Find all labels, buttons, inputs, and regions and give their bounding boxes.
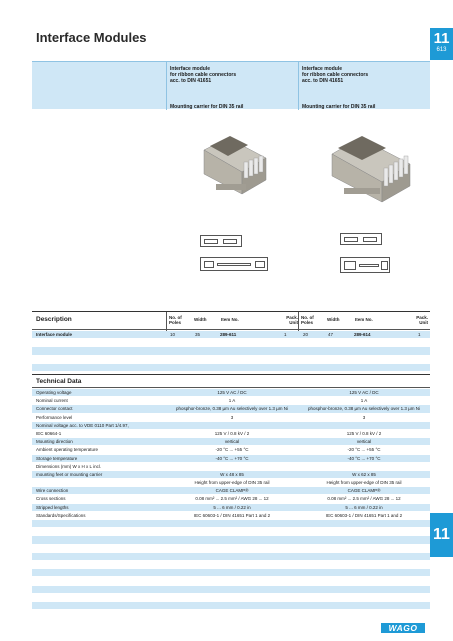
tech-row [32,545,430,553]
poles-b: 20 [303,332,309,337]
header-width-a: Width [194,317,207,322]
tech-value-a: vertical [224,439,240,445]
tech-row [32,463,430,471]
tech-value-a: -40 °C ... +70 °C [215,455,249,461]
tech-label: Connector contact [36,406,73,412]
tech-value-a: 5 ... 6 mm / 0.22 in [213,504,251,510]
tech-row [32,610,430,618]
tech-value-a: 0.08 mm² ... 2.5 mm² / AWG 28 ... 12 [195,496,269,502]
tech-label: IEC 60664-1 [36,430,62,436]
technical-data-table [32,389,430,618]
col-b-line1: Interface module [302,66,343,72]
tech-value-a: phosphor-bronze, 0.38 µm Au selectively over 1.3 µm Ni [176,406,288,412]
item-a: 289-611 [220,332,237,337]
tech-row [32,561,430,569]
col-a-line1: Interface module [170,66,211,72]
description-table-header [32,311,430,330]
brand-text: WAGO [388,623,418,633]
tech-label: Operating voltage [36,390,72,395]
tech-label: Nominal voltage acc. to VDE 0110 Part 1/4.97, [36,422,129,428]
tech-label: Standards/Specifications [36,512,86,518]
tech-row [32,487,430,495]
tech-value-a: Height from upper-edge of DIN 35 rail [194,480,270,486]
tech-value-b: phosphor-bronze, 0.38 µm Au selectively over 1.3 µm Ni [308,406,420,412]
tech-row [32,495,430,503]
technical-data-title: Technical Data [32,374,430,388]
col-a-line3: acc. to DIN 41651 [170,78,212,85]
tech-value-b: -20 °C ... +55 °C [347,447,381,453]
header-description: Description [36,316,72,323]
tech-value-b: 5 ... 6 mm / 0.22 in [345,504,383,510]
tech-row [32,512,430,520]
tech-value-b: IEC 60603-1 / DIN 41651 Part 1 and 2 [325,512,403,518]
tech-label: Storage temperature [36,455,78,461]
tech-label: Mounting direction [36,439,73,445]
tech-row [32,528,430,536]
schematic-b-top [340,233,382,245]
page-title: Interface Modules [36,30,147,45]
tech-value-a: 125 V / 0.8 kV / 2 [214,430,250,436]
schematic-b-bottom [340,257,390,273]
width-b: 47 [328,332,334,337]
tech-label: mounting feet or mounting carrier [36,471,103,477]
tech-value-b: 1 A [360,398,368,404]
tech-value-b: W x 62 x 85 [352,471,376,477]
header-poles-a: No. of Poles [169,315,182,325]
width-a: 35 [195,332,201,337]
tech-label: Nominal current [36,398,68,404]
tech-row [32,389,430,397]
tech-row [32,602,430,610]
chapter-tab [430,28,453,60]
tech-row [32,569,430,577]
side-chapter-tab: 11 [430,513,453,557]
tech-row [32,471,430,479]
tech-row [32,446,430,454]
tech-label: Performance level [36,414,73,420]
tech-row [32,405,430,413]
product-row [32,331,430,339]
tech-row [32,536,430,544]
tech-value-a: CAGE CLAMP® [215,488,249,494]
tech-value-a: 3 [230,414,234,420]
wago-logo [381,623,425,635]
header-item-a: Item No. [221,317,239,322]
tech-row [32,586,430,594]
tech-value-b: vertical [356,439,372,445]
column-b-header [302,66,375,110]
col-a-line2: for ribbon cable connectors [170,72,237,79]
header-width-b: Width [327,317,340,322]
tech-row [32,577,430,585]
tech-value-b: 0.08 mm² ... 2.5 mm² / AWG 28 ... 12 [327,496,401,502]
tech-value-b: 125 V AC / DC [349,390,379,395]
product-photo-289-614 [330,124,414,206]
poles-a: 10 [170,332,176,337]
col-b-line3: acc. to DIN 41651 [302,78,344,85]
tech-value-b: Height from upper-edge of DIN 35 rail [326,480,402,486]
tech-label: Cross sections [36,496,66,502]
tech-row [32,414,430,422]
product-name: Interface module [36,332,73,337]
col-b-line2: for ribbon cable connectors [302,72,369,79]
tech-row [32,438,430,446]
tech-row [32,430,430,438]
header-pack-b: Pack. Unit [416,315,428,325]
tech-value-b: 3 [362,414,366,420]
item-b: 289-614 [354,332,371,337]
tech-value-a: IEC 60603-1 / DIN 41651 Part 1 and 2 [193,512,271,518]
chapter-number: 11 [433,30,450,47]
product-header-block [32,61,430,109]
tech-row [32,422,430,430]
col-a-mount: Mounting carrier for DIN 35 rail [170,103,244,110]
tech-value-a: -20 °C ... +55 °C [215,447,249,453]
tech-row [32,520,430,528]
pack-b: 1 [418,332,421,337]
tech-row [32,553,430,561]
page-number: 613 [436,47,447,53]
tech-label: Wire connection [36,488,69,494]
tech-label: Stripped lengths [36,504,69,510]
tech-row [32,504,430,512]
tech-value-b: -40 °C ... +70 °C [347,455,381,461]
schematic-a-bottom [200,257,268,271]
pack-a: 1 [284,332,287,337]
tech-row [32,397,430,405]
tech-value-b: 125 V / 0.8 kV / 2 [346,430,382,436]
header-item-b: Item No. [355,317,373,322]
column-a-header [170,66,243,110]
product-photo-289-611 [200,128,270,200]
tech-row [32,455,430,463]
tech-value-b: CAGE CLAMP® [347,488,381,494]
tech-label: Dimensions (mm) W x H x L incl. [36,463,102,469]
header-pack-a: Pack. Unit [286,315,298,325]
tech-row [32,594,430,602]
tech-value-a: W x 48 x 85 [220,471,244,477]
tech-value-a: 125 V AC / DC [217,390,247,395]
tech-value-a: 1 A [228,398,236,404]
product-rows [32,331,430,372]
tech-label: Ambient operating temperature [36,447,99,453]
col-b-mount: Mounting carrier for DIN 35 rail [302,103,376,110]
schematic-a-top [200,235,242,247]
header-poles-b: No. of Poles [301,315,314,325]
tech-row [32,479,430,487]
